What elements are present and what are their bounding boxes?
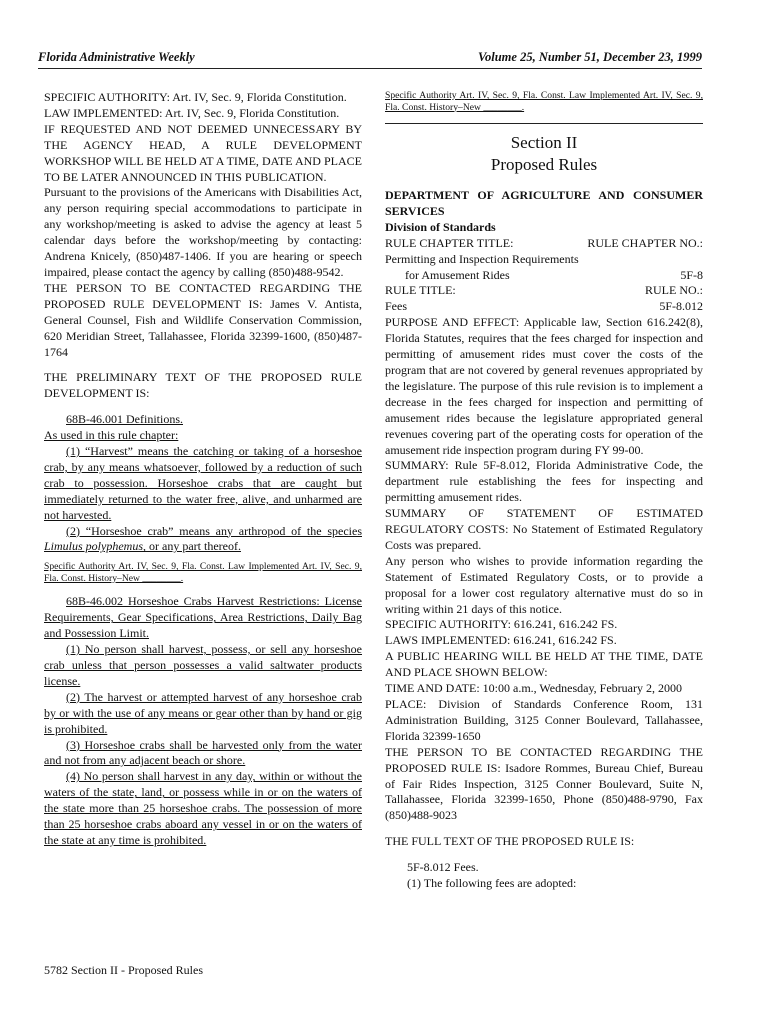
rule-5f-8-012-heading: 5F-8.012 Fees. [407,860,479,875]
chapter-title-line2: for Amusement Rides [405,267,510,282]
header-rule [38,68,702,69]
chapter-value-row [385,268,703,284]
chapter-no-label: RULE CHAPTER NO.: [587,235,703,250]
restriction-license: (1) No person shall harvest, possess, or sell any horseshoe crab unless that person possesses a valid saltwater products license. [44,642,362,688]
rule-5f-8-012-p1: (1) The following fees are adopted: [407,876,577,891]
laws-implemented: LAWS IMPLEMENTED: 616.241, 616.242 FS. [385,633,617,648]
full-text-heading: THE FULL TEXT OF THE PROPOSED RULE IS: [385,834,635,849]
page-footer: 5782 Section II - Proposed Rules [44,963,203,977]
chapter-title-label: RULE CHAPTER TITLE: [385,235,514,250]
rule-title: Fees [385,299,407,314]
restriction-area: (3) Horseshoe crabs shall be harvested only from the water and not from any adjacent beach or shore. [44,737,362,768]
restriction-bag-limit: (4) No person shall harvest in any day, within or without the waters of the state, land, or possess while in or on the waters of the state more than 25 horseshoe crabs. The possession of more than 25 horseshoe crabs aboard any vessel in or on the waters of the state at any time is prohibited. [44,769,362,847]
rule-value-row [385,299,703,315]
restriction-gear: (2) The harvest or attempted harvest of any horseshoe crab by or with the use of any means or gear other than by hand or gig is prohibited. [44,689,362,736]
rule-no: 5F-8.012 [659,299,703,314]
rule-68b-46-002-title: 68B-46.002 Horseshoe Crabs Harvest Restrictions: License Requirements, Gear Specifications, Area Restrictions, Daily Bag and Possession Limit. [44,594,362,641]
workshop-notice: IF REQUESTED AND NOT DEEMED UNNECESSARY BY THE AGENCY HEAD, A RULE DEVELOPMENT WORKSHOP WILL BE HELD AT A TIME, DATE AND PLACE TO BE LATER ANNOUNCED IN THIS PUBLICATION. [44,121,362,184]
contact-person: THE PERSON TO BE CONTACTED REGARDING THE PROPOSED RULE DEVELOPMENT IS: James V. Antista, General Counsel, Fish and Wildlife Conservation Commission, 620 Meridian Street, Tallahassee, Florida 32399-1600, (850)487-1764 [44,280,362,359]
rule-title-label: RULE TITLE: [385,283,456,298]
specific-authority-right: SPECIFIC AUTHORITY: 616.241, 616.242 FS. [385,617,618,632]
definition-horseshoe-crab: (2) “Horseshoe crab” means any arthropod of the species Limulus polyphemus, or any part thereof. [44,523,362,554]
publication-name: Florida Administrative Weekly [38,50,195,64]
division-name: Division of Standards [385,219,496,234]
chapter-header-row [385,236,703,252]
section-rule [385,123,703,124]
purpose-and-effect: PURPOSE AND EFFECT: Applicable law, Section 616.242(8), Florida Statutes, requires that the fees charged for inspection and permitting of amusement rides must cover the costs of the program that are not covered by general revenues appropriated by the legislature. The purpose of this rule revision is to implement a decrease in the fees charged for inspection and permitting of amusement rides because the legislature appropriated general revenues covering part of the operating costs for operation of the amusement ride inspection program during FY 99-00. [385,315,703,457]
serc-summary: SUMMARY OF STATEMENT OF ESTIMATED REGULATORY COSTS: No Statement of Estimated Regulatory Costs was prepared. [385,506,703,552]
prior-rule-authority: Specific Authority Art. IV, Sec. 9, Fla. Const. Law Implemented Art. IV, Sec. 9, Fla. Const. History–New ________. [385,90,703,113]
public-hearing-notice: A PUBLIC HEARING WILL BE HELD AT THE TIME, DATE AND PLACE SHOWN BELOW: [385,649,703,680]
definition-harvest: (1) “Harvest” means the catching or taking of a horseshoe crab, by any means whatsoever, followed by a reduction of such crab to possession. Horseshoe crabs that are caught but immediately returned to the water free, alive, and unharmed are not harvested. [44,444,362,522]
chapter-title-line1: Permitting and Inspection Requirements [385,251,579,266]
left-column [44,90,362,849]
preliminary-text-heading: THE PRELIMINARY TEXT OF THE PROPOSED RULE DEVELOPMENT IS: [44,370,362,401]
rule-no-label: RULE NO.: [645,283,703,298]
department-name: DEPARTMENT OF AGRICULTURE AND CONSUMER SERVICES [385,188,703,218]
summary: SUMMARY: Rule 5F-8.012, Florida Administrative Code, the department rule establishing the fees for inspecting and permitting amusement rides. [385,458,703,505]
rule-contact-person: THE PERSON TO BE CONTACTED REGARDING THE PROPOSED RULE IS: Isadore Rommes, Bureau Chief, Bureau of Fair Rides Inspection, 3125 Conner Boulevard, Suite N, Tallahassee, Florida 32399-1650, Phone (850)488-9790, Fax (850)488-9023 [385,744,703,823]
rule-header-row [385,283,703,299]
lower-cost-notice: Any person who wishes to provide information regarding the Statement of Estimated Regulatory Costs, or to provide a proposal for a lower cost regulatory alternative must do so in writing within 21 days of this notice. [385,553,703,616]
page-header [38,50,702,70]
rule-68b-46-001-title: 68B-46.001 Definitions. [66,412,183,427]
section-subtitle: Proposed Rules [490,155,598,174]
hearing-time-date: TIME AND DATE: 10:00 a.m., Wednesday, February 2, 2000 [385,681,682,696]
hearing-place: PLACE: Division of Standards Conference Room, 131 Administration Building, 3125 Conner Boulevard, Tallahassee, Florida 32399-1650 [385,697,703,743]
law-implemented: LAW IMPLEMENTED: Art. IV, Sec. 9, Florida Constitution. [44,105,340,120]
section-title: Section II [510,133,578,152]
rule-68b-46-001-intro: As used in this rule chapter: [44,428,179,443]
accommodation-notice: Pursuant to the provisions of the Americans with Disabilities Act, any person requiring special accommodations to participate in any workshop/meeting is asked to advise the agency at least 5 calendar days before the workshop/meeting by contacting: Andrena Knicely, (850)487-1406. If you are hearing or speech impaired, please contact the agency by calling (850)488-9542. [44,185,362,279]
volume-info: Volume 25, Number 51, December 23, 1999 [478,50,702,64]
chapter-no: 5F-8 [680,267,703,282]
right-column [385,90,703,892]
specific-authority: SPECIFIC AUTHORITY: Art. IV, Sec. 9, Florida Constitution. [44,90,347,104]
species-name: Limulus polyphemus [44,539,143,554]
rule-68b-46-001-authority: Specific Authority Art. IV, Sec. 9, Fla. Const. Law Implemented Art. IV, Sec. 9, Fla. Const. History–New ________. [44,561,362,584]
